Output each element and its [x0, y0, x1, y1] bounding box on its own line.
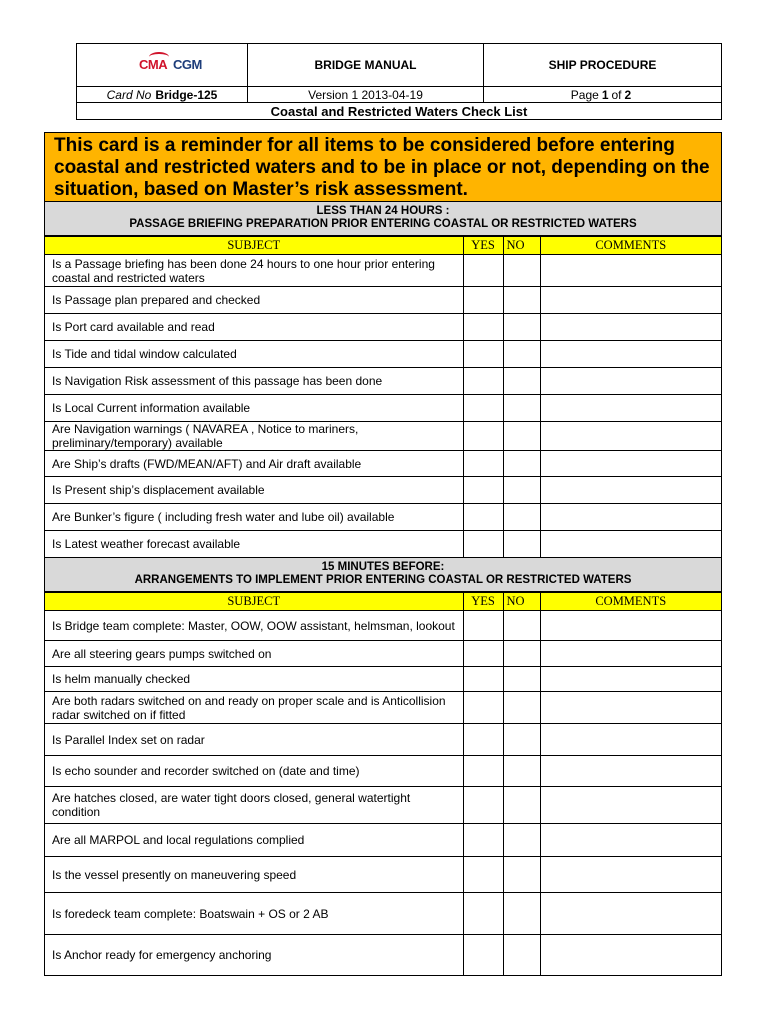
checklist-row [45, 824, 721, 857]
yes-checkbox-cell[interactable] [463, 935, 503, 975]
section1-table [45, 236, 721, 558]
checklist-row [45, 504, 721, 531]
row-subject: Is Parallel Index set on radar [45, 724, 463, 756]
comments-cell[interactable] [540, 692, 721, 724]
yes-checkbox-cell[interactable] [463, 692, 503, 724]
checklist-row [45, 893, 721, 935]
procedure-title: SHIP PROCEDURE [548, 58, 657, 72]
section1-title-line1: LESS THAN 24 HOURS : [316, 205, 450, 217]
section1-title-line2: PASSAGE BRIEFING PREPARATION PRIOR ENTERING COASTAL OR RESTRICTED WATERS [129, 218, 637, 230]
yes-checkbox-cell[interactable] [463, 857, 503, 893]
no-checkbox-cell[interactable] [503, 422, 540, 451]
intro-banner: This card is a reminder for all items to be considered before entering coastal and restricted waters and to be in place or not, depending on the situation, based on Master’s risk assessment. [45, 133, 721, 202]
no-checkbox-cell[interactable] [503, 692, 540, 724]
yes-checkbox-cell[interactable] [463, 504, 503, 531]
no-checkbox-cell[interactable] [503, 531, 540, 558]
checklist-row [45, 935, 721, 975]
comments-cell[interactable] [540, 368, 721, 395]
checklist-row [45, 531, 721, 558]
column-comments: COMMENTS [540, 593, 721, 611]
logo-text-right: CGM [173, 57, 202, 72]
yes-checkbox-cell[interactable] [463, 724, 503, 756]
row-subject: Are Bunker’s figure ( including fresh water and lube oil) available [45, 504, 463, 531]
yes-checkbox-cell[interactable] [463, 422, 503, 451]
no-checkbox-cell[interactable] [503, 314, 540, 341]
page-current: 1 [601, 87, 609, 102]
logo-cell [77, 44, 248, 86]
yes-checkbox-cell[interactable] [463, 395, 503, 422]
page-label: Page [570, 87, 599, 102]
manual-title: BRIDGE MANUAL [248, 44, 484, 86]
checklist-row [45, 451, 721, 477]
checklist-row [45, 641, 721, 667]
comments-cell[interactable] [540, 641, 721, 667]
no-checkbox-cell[interactable] [503, 824, 540, 857]
row-subject: Is Port card available and read [45, 314, 463, 341]
comments-cell[interactable] [540, 341, 721, 368]
card-number-value: Bridge-125 [155, 87, 218, 102]
row-subject: Is Tide and tidal window calculated [45, 341, 463, 368]
checklist-row [45, 287, 721, 314]
no-checkbox-cell[interactable] [503, 368, 540, 395]
column-no: NO [503, 593, 540, 611]
yes-checkbox-cell[interactable] [463, 314, 503, 341]
page-of: of [611, 87, 622, 102]
section2-header [45, 558, 721, 592]
company-logo [139, 55, 219, 75]
row-subject: Is echo sounder and recorder switched on (date and time) [45, 756, 463, 787]
checklist-row [45, 341, 721, 368]
logo-text-left: CMA [139, 57, 168, 72]
column-subject: SUBJECT [45, 593, 463, 611]
comments-cell[interactable] [540, 667, 721, 692]
comments-cell[interactable] [540, 422, 721, 451]
comments-cell[interactable] [540, 787, 721, 824]
yes-checkbox-cell[interactable] [463, 641, 503, 667]
no-checkbox-cell[interactable] [503, 611, 540, 641]
row-subject: Are Navigation warnings ( NAVAREA , Notice to mariners, preliminary/temporary) available [45, 422, 463, 451]
no-checkbox-cell[interactable] [503, 724, 540, 756]
checklist-row [45, 395, 721, 422]
row-subject: Is Passage plan prepared and checked [45, 287, 463, 314]
yes-checkbox-cell[interactable] [463, 477, 503, 504]
checklist-row [45, 422, 721, 451]
no-checkbox-cell[interactable] [503, 641, 540, 667]
no-checkbox-cell[interactable] [503, 667, 540, 692]
row-subject: Is foredeck team complete: Boatswain + OS or 2 AB [45, 893, 463, 935]
row-subject: Is Navigation Risk assessment of this passage has been done [45, 368, 463, 395]
comments-cell[interactable] [540, 756, 721, 787]
comments-cell[interactable] [540, 287, 721, 314]
checklist-title: Coastal and Restricted Waters Check List [270, 103, 528, 119]
no-checkbox-cell[interactable] [503, 451, 540, 477]
checklist-row [45, 611, 721, 641]
no-checkbox-cell[interactable] [503, 477, 540, 504]
no-checkbox-cell[interactable] [503, 756, 540, 787]
row-subject: Are both radars switched on and ready on proper scale and is Anticollision radar switched on if fitted [45, 692, 463, 724]
checklist-row [45, 787, 721, 824]
no-checkbox-cell[interactable] [503, 504, 540, 531]
checklist-card [44, 132, 722, 976]
yes-checkbox-cell[interactable] [463, 667, 503, 692]
comments-cell[interactable] [540, 724, 721, 756]
yes-checkbox-cell[interactable] [463, 255, 503, 287]
comments-cell[interactable] [540, 395, 721, 422]
row-subject: Is Present ship’s displacement available [45, 477, 463, 504]
yes-checkbox-cell[interactable] [463, 368, 503, 395]
header-meta-row [77, 87, 721, 103]
row-subject: Are hatches closed, are water tight doors closed, general watertight condition [45, 787, 463, 824]
comments-cell[interactable] [540, 611, 721, 641]
section2-title-line2: ARRANGEMENTS TO IMPLEMENT PRIOR ENTERING COASTAL OR RESTRICTED WATERS [134, 574, 632, 586]
no-checkbox-cell[interactable] [503, 935, 540, 975]
yes-checkbox-cell[interactable] [463, 756, 503, 787]
checklist-row [45, 692, 721, 724]
checklist-row [45, 724, 721, 756]
yes-checkbox-cell[interactable] [463, 531, 503, 558]
yes-checkbox-cell[interactable] [463, 451, 503, 477]
column-comments: COMMENTS [540, 237, 721, 255]
yes-checkbox-cell[interactable] [463, 611, 503, 641]
card-number-label: Card No [106, 87, 152, 102]
comments-cell[interactable] [540, 504, 721, 531]
row-subject: Are all MARPOL and local regulations complied [45, 824, 463, 857]
column-yes: YES [463, 237, 503, 255]
row-subject: Is Latest weather forecast available [45, 531, 463, 558]
no-checkbox-cell[interactable] [503, 395, 540, 422]
row-subject: Is Local Current information available [45, 395, 463, 422]
comments-cell[interactable] [540, 893, 721, 935]
header-top-row [77, 44, 721, 87]
checklist-row [45, 667, 721, 692]
yes-checkbox-cell[interactable] [463, 341, 503, 368]
column-yes: YES [463, 593, 503, 611]
comments-cell[interactable] [540, 935, 721, 975]
row-subject: Is helm manually checked [45, 667, 463, 692]
section1-header [45, 202, 721, 236]
comments-cell[interactable] [540, 824, 721, 857]
column-subject: SUBJECT [45, 237, 463, 255]
no-checkbox-cell[interactable] [503, 341, 540, 368]
card-number [77, 87, 248, 102]
row-subject: Is a Passage briefing has been done 24 hours to one hour prior entering coastal and restricted waters [45, 255, 463, 287]
no-checkbox-cell[interactable] [503, 255, 540, 287]
yes-checkbox-cell[interactable] [463, 824, 503, 857]
checklist-row [45, 477, 721, 504]
section1-column-headers [45, 237, 721, 255]
comments-cell[interactable] [540, 255, 721, 287]
comments-cell[interactable] [540, 857, 721, 893]
comments-cell[interactable] [540, 477, 721, 504]
version-info: Version 1 2013-04-19 [248, 87, 484, 102]
checklist-row [45, 756, 721, 787]
document-header [76, 43, 722, 120]
yes-checkbox-cell[interactable] [463, 787, 503, 824]
checklist-row [45, 368, 721, 395]
no-checkbox-cell[interactable] [503, 893, 540, 935]
comments-cell[interactable] [540, 314, 721, 341]
column-no: NO [503, 237, 540, 255]
row-subject: Is the vessel presently on maneuvering speed [45, 857, 463, 893]
row-subject: Are all steering gears pumps switched on [45, 641, 463, 667]
no-checkbox-cell[interactable] [503, 287, 540, 314]
comments-cell[interactable] [540, 451, 721, 477]
no-checkbox-cell[interactable] [503, 787, 540, 824]
checklist-row [45, 255, 721, 287]
no-checkbox-cell[interactable] [503, 857, 540, 893]
yes-checkbox-cell[interactable] [463, 287, 503, 314]
section2-column-headers [45, 593, 721, 611]
comments-cell[interactable] [540, 531, 721, 558]
row-subject: Is Bridge team complete: Master, OOW, OOW assistant, helmsman, lookout [45, 611, 463, 641]
checklist-row [45, 857, 721, 893]
row-subject: Are Ship’s drafts (FWD/MEAN/AFT) and Air draft available [45, 451, 463, 477]
checklist-row [45, 314, 721, 341]
page-indicator [484, 87, 721, 102]
yes-checkbox-cell[interactable] [463, 893, 503, 935]
section2-title-line1: 15 MINUTES BEFORE: [321, 561, 445, 573]
page-total: 2 [624, 87, 632, 102]
section2-table [45, 592, 721, 975]
row-subject: Is Anchor ready for emergency anchoring [45, 935, 463, 975]
